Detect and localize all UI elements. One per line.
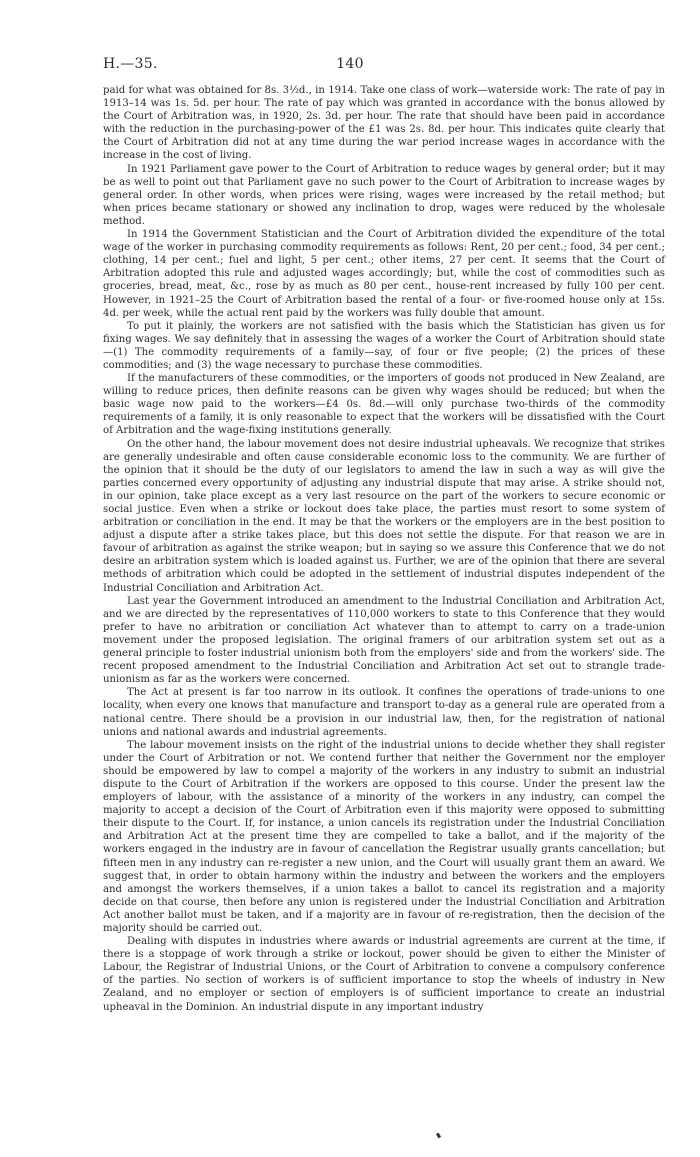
paragraph: In 1921 Parliament gave power to the Court of Arbitration to reduce wages by general order; but it may be as well to point out that Parliament gave no such power to the Court of Arbitration to increase wages by general order. In other words, when prices were rising, wages were increased by the retail method; but when prices became stationary or showed any inclination to drop, wages were reduced by the wholesale method. <box>103 163 665 227</box>
paragraph: Last year the Government introduced an amendment to the Industrial Conciliation and Arbitration Act, and we are directed by the representatives of 110,000 workers to state to this Conference that they would prefer to have no arbitration or conciliation Act whatever than to attempt to carry on a trade-union movement under the proposed legislation. The original framers of our arbitration system set out as a general principle to foster industrial unionism both from the employers' side and from the workers' side. The recent proposed amendment to the Industrial Conciliation and Arbitration Act set out to strangle trade-unionism as far as the workers were concerned. <box>103 595 665 686</box>
paragraph: The labour movement insists on the right of the industrial unions to decide whether they shall register under the Court of Arbitration or not. We contend further that neither the Government nor the employer should be empowered by law to compel a majority of the workers in any industry to submit an industrial dispute to the Court of Arbitration if the workers are opposed to this course. Under the present law the employers of labour, with the assistance of a minority of the workers in any industry, can compel the majority to accept a decision of the Court of Arbitration even if this majority were opposed to submitting their dispute to the Court. If, for instance, a union cancels its registration under the Industrial Conciliation and Arbitration Act at the present time they are compelled to take a ballot, and if the majority of the workers engaged in the industry are in favour of cancellation the Registrar usually grants cancellation; but fifteen men in any industry can re-register a new union, and the Court will usually grant them an award. We suggest that, in order to obtain harmony within the industry and between the workers and the employers and amongst the workers themselves, if a union takes a ballot to cancel its registration and a majority decide on that course, then before any union is registered under the Industrial Conciliation and Arbitration Act another ballot must be taken, and if a majority are in favour of re-registration, then the decision of the majority should be carried out. <box>103 739 665 934</box>
paragraph: The Act at present is far too narrow in its outlook. It confines the operations of trade-unions to one locality, when every one knows that manufacture and transport to-day as a general rule are operated from a national centre. There should be a provision in our industrial law, then, for the registration of national unions and national awards and industrial agreements. <box>103 687 665 738</box>
paragraph: paid for what was obtained for 8s. 3½d., in 1914. Take one class of work—waterside work: The rate of pay in 1913–14 was 1s. 5d. per hour. The rate of pay which was granted in accordance with the bonus allowed by the Court of Arbitration was, in 1920, 2s. 3d. per hour. The rate that should have been paid in accordance with the reduction in the purchasing-power of the £1 was 2s. 8d. per hour. This indicates quite clearly that the Court of Arbitration did not at any time during the war period increase wages in accordance with the increase in the cost of living. <box>103 85 665 162</box>
body-text <box>103 84 665 1014</box>
scan-speck <box>436 1133 441 1139</box>
paragraph: To put it plainly, the workers are not satisfied with the basis which the Statistician has given us for fixing wages. We say definitely that in assessing the wages of a worker the Court of Arbitration should state—(1) The commodity requirements of a family—say, of four or five people; (2) the prices of these commodities; and (3) the wage necessary to purchase these commodities. <box>103 320 665 371</box>
paragraph: In 1914 the Government Statistician and the Court of Arbitration divided the expenditure of the total wage of the worker in purchasing commodity requirements as follows: Rent, 20 per cent.; food, 34 per cent.; clothing, 14 per cent.; fuel and light, 5 per cent.; other items, 27 per cent. It seems that the Court of Arbitration adopted this rule and adjusted wages accordingly; but, while the cost of commodities such as groceries, bread, meat, &c., rose by as much as 80 per cent., house-rent increased by fully 100 per cent. However, in 1921–25 the Court of Arbitration based the rental of a four- or five-roomed house only at 15s. 4d. per week, while the actual rent paid by the workers was fully double that amount. <box>103 229 665 319</box>
page-number: 140 <box>336 56 364 72</box>
paragraph: If the manufacturers of these commodities, or the importers of goods not produced in New Zealand, are willing to reduce prices, then definite reasons can be given why wages should be reduced; but when the basic wage now paid to the workers—£4 0s. 8d.—will only purchase two-thirds of the commodity requirements of a family, it is only reasonable to expect that the workers will be dissatisfied with the Court of Arbitration and the wage-fixing institutions generally. <box>103 373 665 437</box>
page-header <box>103 56 597 76</box>
paragraph: On the other hand, the labour movement does not desire industrial upheavals. We recognize that strikes are generally undesirable and often cause considerable economic loss to the community. We are further of the opinion that it should be the duty of our legislators to amend the law in such a way as will give the parties concerned every opportunity of adjusting any industrial dispute that may arise. A strike should not, in our opinion, take place except as a very last resource on the part of the workers to secure economic or social justice. Even when a strike or lockout does take place, the parties must resort to some system of arbitration or conciliation in the end. It may be that the workers or the employers are in the best position to adjust a dispute after a strike takes place, but this does not settle the dispute. For that reason we are in favour of arbitration as against the strike weapon; but in saying so we assure this Conference that we do not desire an arbitration system which is loaded against us. Further, we are of the opinion that there are several methods of arbitration which could be adopted in the settlement of industrial disputes independent of the Industrial Conciliation and Arbitration Act. <box>103 438 665 594</box>
document-reference: H.—35. <box>103 56 158 72</box>
paragraph: Dealing with disputes in industries where awards or industrial agreements are current at the time, if there is a stoppage of work through a strike or lockout, power should be given to either the Minister of Labour, the Registrar of Industrial Unions, or the Court of Arbitration to convene a compulsory conference of the parties. No section of workers is of sufficient importance to stop the wheels of industry in New Zealand, and no employer or section of employers is of sufficient importance to create an industrial upheaval in the Dominion. An industrial dispute in any important industry <box>103 936 665 1013</box>
